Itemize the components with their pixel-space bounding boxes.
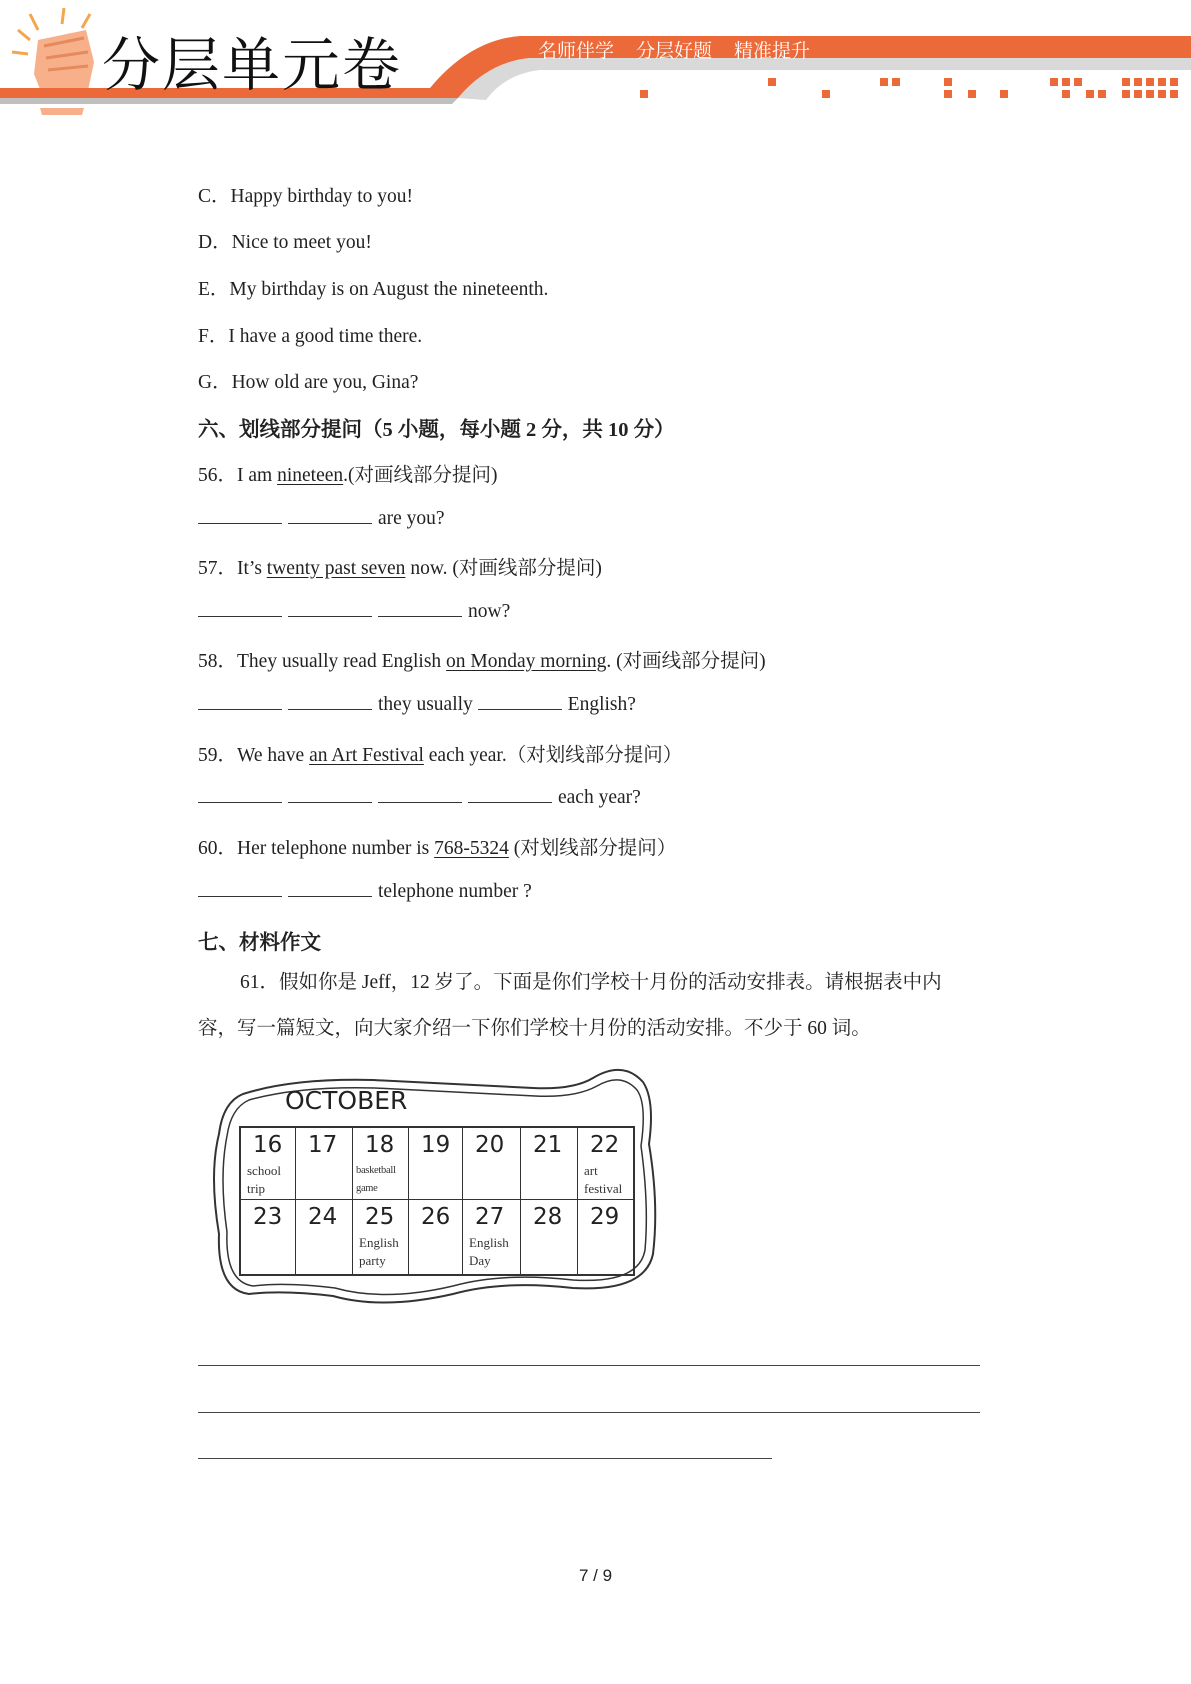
page-number: 7 / 9 bbox=[578, 1566, 613, 1585]
section7-heading: 七、材料作文 bbox=[198, 932, 321, 954]
writing-line-3[interactable] bbox=[198, 1457, 772, 1459]
calendar-day: 16 bbox=[253, 1132, 283, 1158]
answer-blank[interactable] bbox=[378, 599, 462, 617]
pixel-decoration bbox=[640, 78, 1178, 98]
question-57 bbox=[198, 552, 602, 580]
q60-text: 60．Her telephone number is bbox=[198, 838, 435, 859]
calendar-day: 22 bbox=[590, 1132, 620, 1158]
option-e: E．My birthday is on August the nineteenth. bbox=[198, 279, 549, 300]
calendar-cell bbox=[353, 1200, 409, 1274]
calendar-cell bbox=[521, 1128, 578, 1200]
calendar-event: school trip bbox=[247, 1163, 281, 1196]
calendar-cell bbox=[521, 1200, 578, 1274]
answer-58-mid: they usually bbox=[378, 694, 473, 715]
answer-blank[interactable] bbox=[198, 879, 282, 897]
answer-blank[interactable] bbox=[478, 692, 562, 710]
calendar-day: 25 bbox=[365, 1204, 395, 1230]
answer-60-tail: telephone number ? bbox=[378, 881, 532, 902]
answer-blank[interactable] bbox=[288, 506, 372, 524]
calendar-cell bbox=[241, 1128, 296, 1200]
q58-note: . (对画线部分提问) bbox=[606, 651, 766, 672]
option-c: C．Happy birthday to you! bbox=[198, 186, 414, 207]
answer-blank[interactable] bbox=[198, 599, 282, 617]
calendar-cell bbox=[578, 1128, 633, 1200]
calendar-day: 20 bbox=[475, 1132, 505, 1158]
q56-underlined: nineteen bbox=[277, 465, 344, 486]
answer-blank[interactable] bbox=[468, 785, 552, 803]
q57-underlined: twenty past seven bbox=[266, 558, 406, 579]
writing-line-2[interactable] bbox=[198, 1411, 980, 1413]
answer-blank[interactable] bbox=[288, 879, 372, 897]
calendar-day: 18 bbox=[365, 1132, 395, 1158]
answer-blank[interactable] bbox=[198, 692, 282, 710]
calendar-day: 29 bbox=[590, 1204, 620, 1230]
option-d: D．Nice to meet you! bbox=[198, 232, 372, 253]
writing-line-1[interactable] bbox=[198, 1364, 980, 1366]
prompt-line-1: 61．假如你是 Jeff，12 岁了。下面是你们学校十月份的活动安排表。请根据表中内 bbox=[240, 972, 942, 993]
answer-57-tail: now? bbox=[468, 601, 511, 622]
slogan-group bbox=[538, 36, 810, 63]
calendar-cell bbox=[241, 1200, 296, 1274]
calendar-event: basketball game bbox=[356, 1165, 396, 1194]
answer-59 bbox=[198, 785, 641, 809]
calendar-day: 26 bbox=[421, 1204, 451, 1230]
answer-58-tail: English? bbox=[567, 694, 636, 715]
brand-title: 分层单元卷 bbox=[102, 31, 403, 99]
q59-underlined: an Art Festival bbox=[309, 745, 424, 766]
calendar-day: 19 bbox=[421, 1132, 451, 1158]
calendar-cell bbox=[296, 1128, 353, 1200]
q58-text: 58．They usually read English bbox=[198, 651, 447, 672]
composition-prompt bbox=[198, 960, 988, 1052]
answer-56 bbox=[198, 506, 445, 530]
q59-note: each year.（对划线部分提问） bbox=[423, 745, 683, 766]
calendar-cell bbox=[463, 1200, 521, 1274]
calendar-grid bbox=[239, 1126, 635, 1276]
slogan-1: 名师伴学 bbox=[538, 40, 615, 62]
q57-note: now. (对画线部分提问) bbox=[405, 558, 602, 579]
calendar-cell bbox=[296, 1200, 353, 1274]
answer-blank[interactable] bbox=[378, 785, 462, 803]
calendar-day: 27 bbox=[475, 1204, 505, 1230]
calendar-cell bbox=[353, 1128, 409, 1200]
calendar-day: 24 bbox=[308, 1204, 338, 1230]
calendar-event: English party bbox=[359, 1235, 399, 1268]
answer-blank[interactable] bbox=[288, 599, 372, 617]
calendar-cell bbox=[409, 1128, 463, 1200]
q56-text: 56．I am bbox=[198, 465, 278, 486]
section6-heading: 六、划线部分提问（5 小题，每小题 2 分，共 10 分） bbox=[198, 419, 675, 441]
answer-blank[interactable] bbox=[288, 785, 372, 803]
question-59 bbox=[198, 739, 682, 767]
answer-59-tail: each year? bbox=[558, 787, 641, 808]
answer-blank[interactable] bbox=[198, 506, 282, 524]
slogan-3: 精准提升 bbox=[734, 40, 811, 62]
answer-57 bbox=[198, 599, 510, 623]
calendar-cell bbox=[463, 1128, 521, 1200]
q56-note: .(对画线部分提问) bbox=[343, 465, 498, 486]
calendar-event: English Day bbox=[469, 1235, 509, 1268]
prompt-line-2: 容，写一篇短文，向大家介绍一下你们学校十月份的活动安排。不少于 60 词。 bbox=[198, 1018, 871, 1039]
calendar-event: art festival bbox=[584, 1163, 623, 1196]
q59-text: 59．We have bbox=[198, 745, 310, 766]
october-calendar bbox=[213, 1064, 663, 1324]
calendar-month: OCTOBER bbox=[285, 1086, 408, 1115]
answer-60 bbox=[198, 879, 532, 903]
calendar-cell bbox=[578, 1200, 633, 1274]
question-56 bbox=[198, 459, 498, 487]
calendar-day: 28 bbox=[533, 1204, 563, 1230]
answer-56-tail: are you? bbox=[378, 508, 445, 529]
option-f: F．I have a good time there. bbox=[198, 326, 423, 347]
page-header bbox=[0, 0, 1191, 115]
q58-underlined: on Monday morning bbox=[446, 651, 607, 672]
calendar-cell bbox=[409, 1200, 463, 1274]
q57-text: 57．It’s bbox=[198, 558, 267, 579]
calendar-day: 23 bbox=[253, 1204, 283, 1230]
option-g: G．How old are you, Gina? bbox=[198, 372, 419, 393]
answer-58 bbox=[198, 692, 636, 716]
slogan-2: 分层好题 bbox=[636, 40, 713, 62]
calendar-day: 21 bbox=[533, 1132, 563, 1158]
answer-blank[interactable] bbox=[288, 692, 372, 710]
calendar-day: 17 bbox=[308, 1132, 338, 1158]
q60-underlined: 768-5324 bbox=[434, 838, 509, 859]
question-58 bbox=[198, 645, 766, 673]
question-60 bbox=[198, 832, 676, 860]
q60-note: (对划线部分提问） bbox=[508, 838, 677, 859]
answer-blank[interactable] bbox=[198, 785, 282, 803]
